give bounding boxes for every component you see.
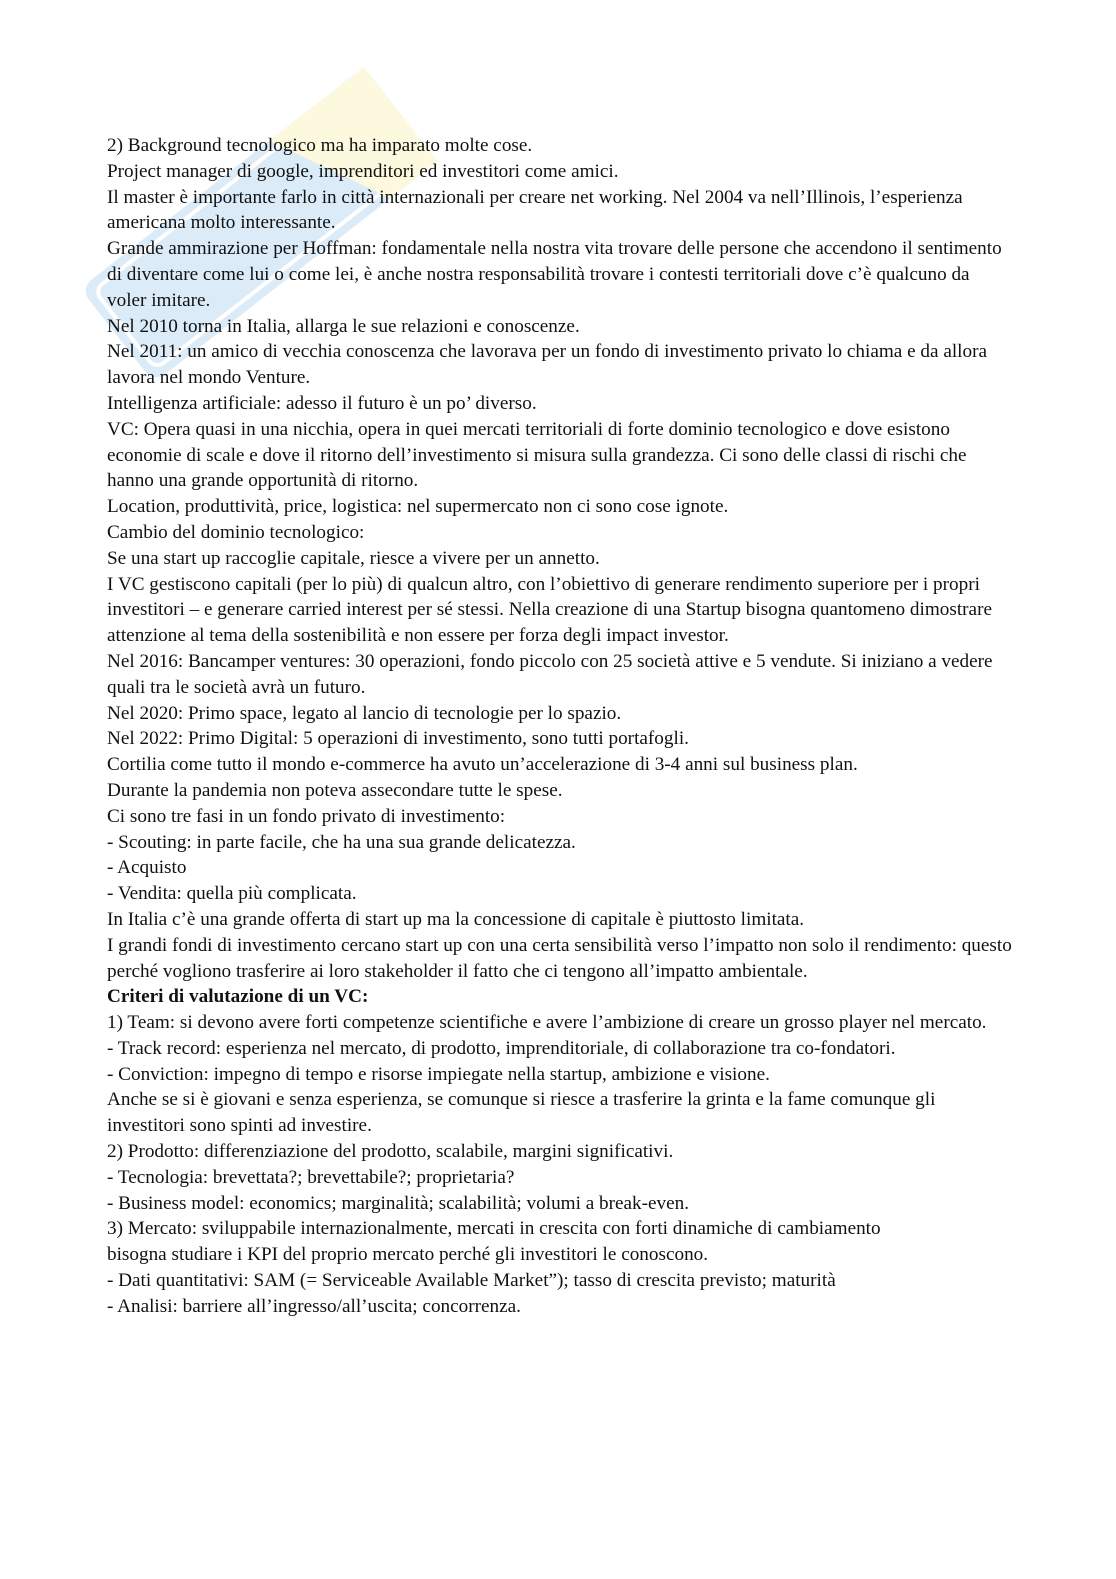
document-body <box>107 133 1012 1320</box>
text-paragraph: Nel 2010 torna in Italia, allarga le sue relazioni e conoscenze. <box>107 315 580 337</box>
text-paragraph: - Dati quantitativi: SAM (= Serviceable Available Market”); tasso di crescita previsto; maturità <box>107 1270 836 1292</box>
text-paragraph: 3) Mercato: sviluppabile internazionalmente, mercati in crescita con forti dinamiche di cambiamento <box>107 1218 881 1240</box>
text-paragraph: - Acquisto <box>107 857 187 879</box>
text-paragraph: Nel 2020: Primo space, legato al lancio di tecnologie per lo spazio. <box>107 702 622 724</box>
text-paragraph: Se una start up raccoglie capitale, riesce a vivere per un annetto. <box>107 547 600 569</box>
text-paragraph: Ci sono tre fasi in un fondo privato di investimento: <box>107 805 506 827</box>
text-paragraph: Cambio del dominio tecnologico: <box>107 521 365 543</box>
text-paragraph: - Conviction: impegno di tempo e risorse impiegate nella startup, ambizione e visione. <box>107 1063 770 1085</box>
text-paragraph: Project manager di google, imprenditori ed investitori come amici. <box>107 160 619 182</box>
text-paragraph: Il master è importante farlo in città internazionali per creare net working. Nel 2004 va nell’Illinois, l’esperienza americana molto interessante. <box>107 186 963 234</box>
text-paragraph: Grande ammirazione per Hoffman: fondamentale nella nostra vita trovare delle persone che accendono il sentimento di diventare come lui o come lei, è anche nostra responsabilità trovare i contesti territoriali dove c’è qualcuno da voler imitare. <box>107 238 1002 311</box>
text-paragraph: - Vendita: quella più complicata. <box>107 883 357 905</box>
text-paragraph: Nel 2011: un amico di vecchia conoscenza che lavorava per un fondo di investimento privato lo chiama e da allora lavora nel mondo Venture. <box>107 341 987 389</box>
text-paragraph: - Analisi: barriere all’ingresso/all’uscita; concorrenza. <box>107 1295 521 1317</box>
text-paragraph: 1) Team: si devono avere forti competenze scientifiche e avere l’ambizione di creare un grosso player nel mercato. <box>107 1012 987 1034</box>
text-paragraph: I grandi fondi di investimento cercano start up con una certa sensibilità verso l’impatto non solo il rendimento: questo perché vogliono trasferire ai loro stakeholder il fatto che ci tengono all’impatto ambientale. <box>107 934 1012 982</box>
text-paragraph: - Track record: esperienza nel mercato, di prodotto, imprenditoriale, di collaborazione tra co-fondatori. <box>107 1037 896 1059</box>
text-paragraph: 2) Prodotto: differenziazione del prodotto, scalabile, margini significativi. <box>107 1141 674 1163</box>
text-paragraph: bisogna studiare i KPI del proprio mercato perché gli investitori le conoscono. <box>107 1244 709 1266</box>
text-paragraph: I VC gestiscono capitali (per lo più) di qualcun altro, con l’obiettivo di generare rendimento superiore per i propri investitori – e generare carried interest per sé stessi. Nella creazione di una Startup bisogna quantomeno dimostrare attenzione al tema della sostenibilità e non essere per forza degli impact investor. <box>107 573 992 647</box>
text-paragraph: Nel 2016: Bancamper ventures: 30 operazioni, fondo piccolo con 25 società attive e 5 vendute. Si iniziano a vedere quali tra le società avrà un futuro. <box>107 650 993 698</box>
text-paragraph: Cortilia come tutto il mondo e-commerce ha avuto un’accelerazione di 3-4 anni sul business plan. <box>107 754 858 776</box>
text-paragraph: Location, produttività, price, logistica: nel supermercato non ci sono cose ignote. <box>107 496 729 518</box>
text-paragraph: - Scouting: in parte facile, che ha una sua grande delicatezza. <box>107 831 576 853</box>
text-paragraph: Durante la pandemia non poteva assecondare tutte le spese. <box>107 779 563 801</box>
text-paragraph: Intelligenza artificiale: adesso il futuro è un po’ diverso. <box>107 392 537 414</box>
text-paragraph: Nel 2022: Primo Digital: 5 operazioni di investimento, sono tutti portafogli. <box>107 728 689 750</box>
text-paragraph: VC: Opera quasi in una nicchia, opera in quei mercati territoriali di forte dominio tecnologico e dove esistono economie di scale e dove il ritorno dell’investimento si misura sulla grandezza. Ci sono delle classi di rischi che hanno una grande opportunità di ritorno. <box>107 418 967 492</box>
text-paragraph: 2) Background tecnologico ma ha imparato molte cose. <box>107 135 533 156</box>
text-paragraph: In Italia c’è una grande offerta di start up ma la concessione di capitale è piuttosto limitata. <box>107 908 805 930</box>
text-paragraph: Anche se si è giovani e senza esperienza, se comunque si riesce a trasferire la grinta e la fame comunque gli investitori sono spinti ad investire. <box>107 1089 936 1137</box>
text-paragraph: - Business model: economics; marginalità; scalabilità; volumi a break-even. <box>107 1192 690 1214</box>
text-paragraph: - Tecnologia: brevettata?; brevettabile?; proprietaria? <box>107 1166 515 1188</box>
section-heading: Criteri di valutazione di un VC: <box>107 986 369 1008</box>
